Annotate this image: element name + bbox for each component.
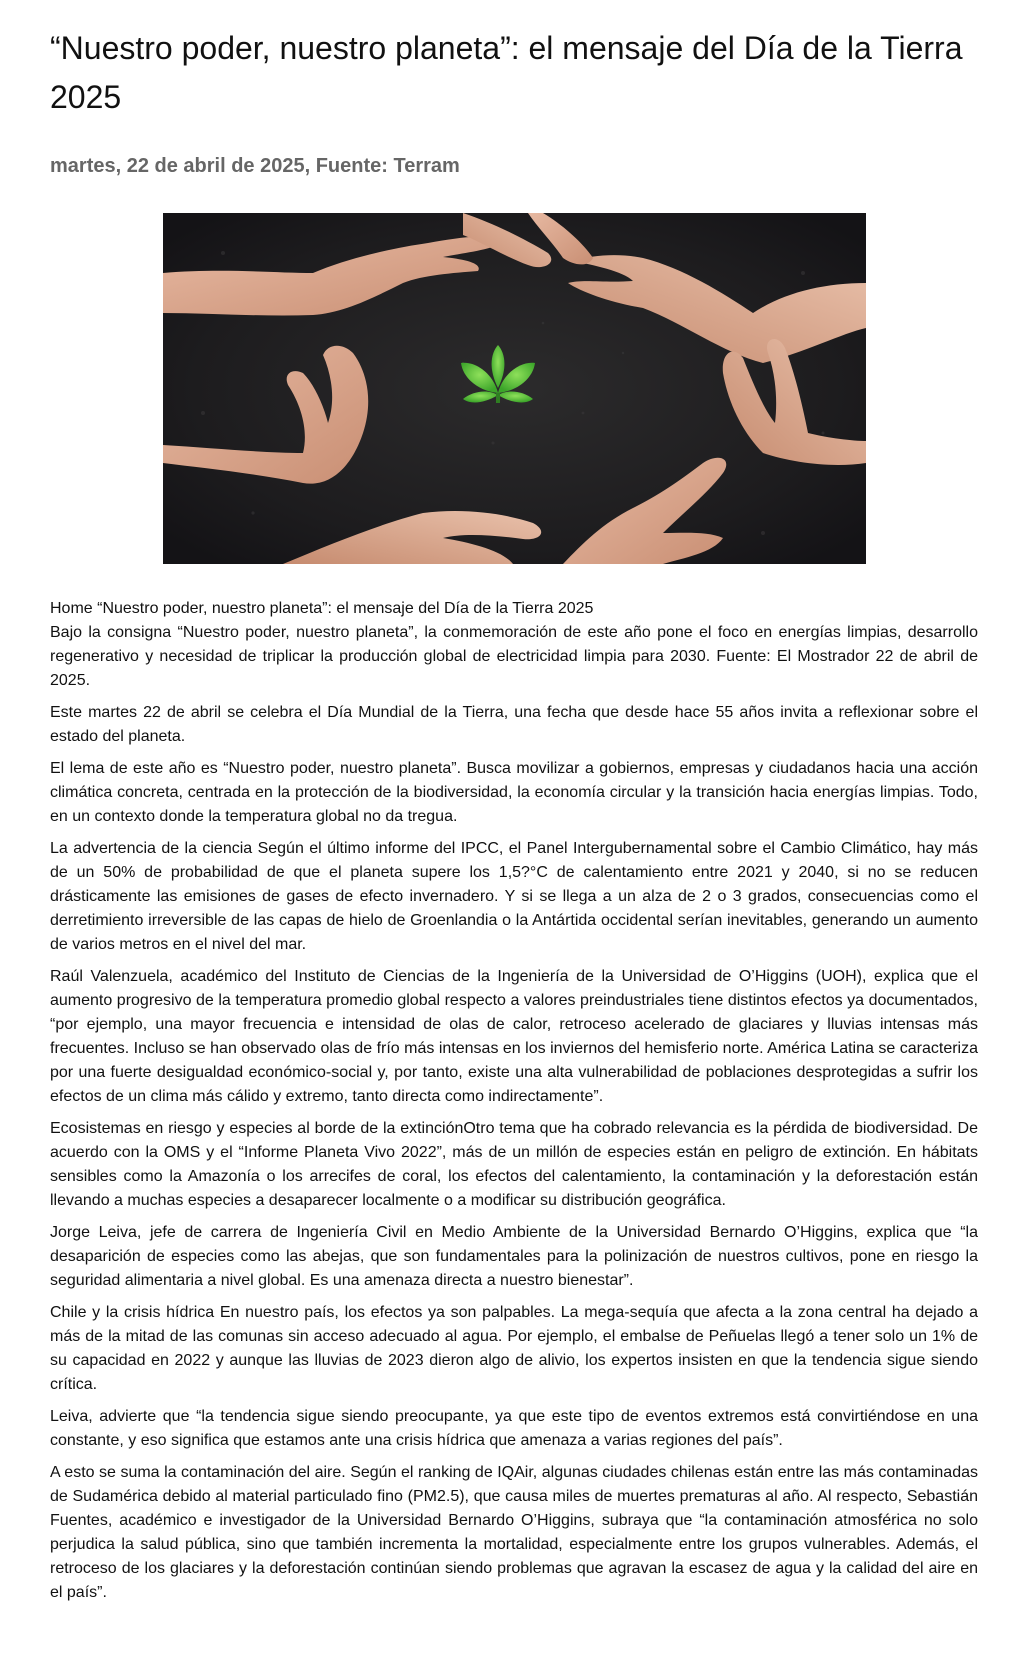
article-paragraph: A esto se suma la contaminación del aire. Según el ranking de IQAir, algunas ciudades chilenas están entre las más contaminadas de Sudamérica debido al material particulado fino (PM2.5), que causa miles de muertes prematuras al año. Al respecto, Sebastián Fuentes, académico e investigador de la Universidad Bernardo O’Higgins, subraya que “la contaminación atmosférica no solo perjudica la salud pública, sino que también incrementa la mortalidad, especialmente entre los grupos vulnerables. Además, el retroceso de los glaciares y la deforestación continúan siendo problemas que agravan la escasez de agua y la calidad del aire en el país”. — [50, 1464, 978, 1601]
article-paragraph: Bajo la consigna “Nuestro poder, nuestro planeta”, la conmemoración de este año pone el foco en energías limpias, desarrollo regenerativo y necesidad de triplicar la producción global de electricidad limpia para 2030. Fuente: El Mostrador 22 de abril de 2025. — [50, 624, 978, 689]
article-paragraph: La advertencia de la ciencia Según el último informe del IPCC, el Panel Intergubernamental sobre el Cambio Climático, hay más de un 50% de probabilidad de que el planeta supere los 1,5?°C de calentamiento entre 2021 y 2040, si no se reducen drásticamente las emisiones de gases de efecto invernadero. Y si se llega a un alza de 2 o 3 grados, consecuencias como el derretimiento irreversible de las capas de hielo de Groenlandia o la Antártida occidental serían inevitables, generando un aumento de varios metros en el nivel del mar. — [50, 840, 978, 953]
article-paragraph: Leiva, advierte que “la tendencia sigue siendo preocupante, ya que este tipo de eventos extremos está convirtiéndose en una constante, y eso significa que estamos ante una crisis hídrica que amenaza a varias regiones del país”. — [50, 1408, 978, 1449]
article-paragraph: Ecosistemas en riesgo y especies al borde de la extinciónOtro tema que ha cobrado relevancia es la pérdida de biodiversidad. De acuerdo con la OMS y el “Informe Planeta Vivo 2022”, más de un millón de especies están en peligro de extinción. En hábitats sensibles como la Amazonía o los arrecifes de coral, los efectos del calentamiento, la contaminación y la deforestación están llevando a muchas especies a desaparecer localmente o a modificar su distribución geográfica. — [50, 1120, 978, 1209]
article-paragraph: Chile y la crisis hídrica En nuestro país, los efectos ya son palpables. La mega-sequía que afecta a la zona central ha dejado a más de la mitad de las comunas sin acceso adecuado al agua. Por ejemplo, el embalse de Peñuelas llegó a tener solo un 1% de su capacidad en 2022 y aunque las lluvias de 2023 dieron algo de alivio, los expertos insisten en que la tendencia sigue siendo crítica. — [50, 1304, 978, 1393]
article-paragraph: Raúl Valenzuela, académico del Instituto de Ciencias de la Ingeniería de la Universidad de O’Higgins (UOH), explica que el aumento progresivo de la temperatura promedio global respecto a valores preindustriales tiene distintos efectos ya documentados, “por ejemplo, una mayor frecuencia e intensidad de olas de calor, retroceso acelerado de glaciares y lluvias intensas más frecuentes. Incluso se han observado olas de frío más intensas en los inviernos del hemisferio norte. América Latina se caracteriza por una fuerte desigualdad económico-social y, por tanto, existe una alta vulnerabilidad de poblaciones desprotegidas a sufrir los efectos de un clima más cálido y extremo, tanto directa como indirectamente”. — [50, 968, 978, 1105]
article-title: “Nuestro poder, nuestro planeta”: el mensaje del Día de la Tierra 2025 — [50, 30, 963, 115]
article-date-source: martes, 22 de abril de 2025, Fuente: Terram — [50, 155, 460, 177]
article-paragraph: Jorge Leiva, jefe de carrera de Ingeniería Civil en Medio Ambiente de la Universidad Bernardo O’Higgins, explica que “la desaparición de especies como las abejas, que son fundamentales para la polinización de nuestros cultivos, pone en riesgo la seguridad alimentaria a nivel global. Es una amenaza directa a nuestro bienestar”. — [50, 1224, 978, 1289]
article-paragraph: El lema de este año es “Nuestro poder, nuestro planeta”. Busca movilizar a gobiernos, empresas y ciudadanos hacia una acción climática concreta, centrada en la protección de la biodiversidad, la economía circular y la transición hacia energías limpias. Todo, en un contexto donde la temperatura global no da tregua. — [50, 760, 978, 825]
article-body — [50, 597, 978, 1613]
breadcrumb: Home “Nuestro poder, nuestro planeta”: el mensaje del Día de la Tierra 2025 — [50, 600, 594, 617]
hero-image — [163, 213, 866, 564]
article-paragraph: Este martes 22 de abril se celebra el Día Mundial de la Tierra, una fecha que desde hace 55 años invita a reflexionar sobre el estado del planeta. — [50, 704, 978, 745]
